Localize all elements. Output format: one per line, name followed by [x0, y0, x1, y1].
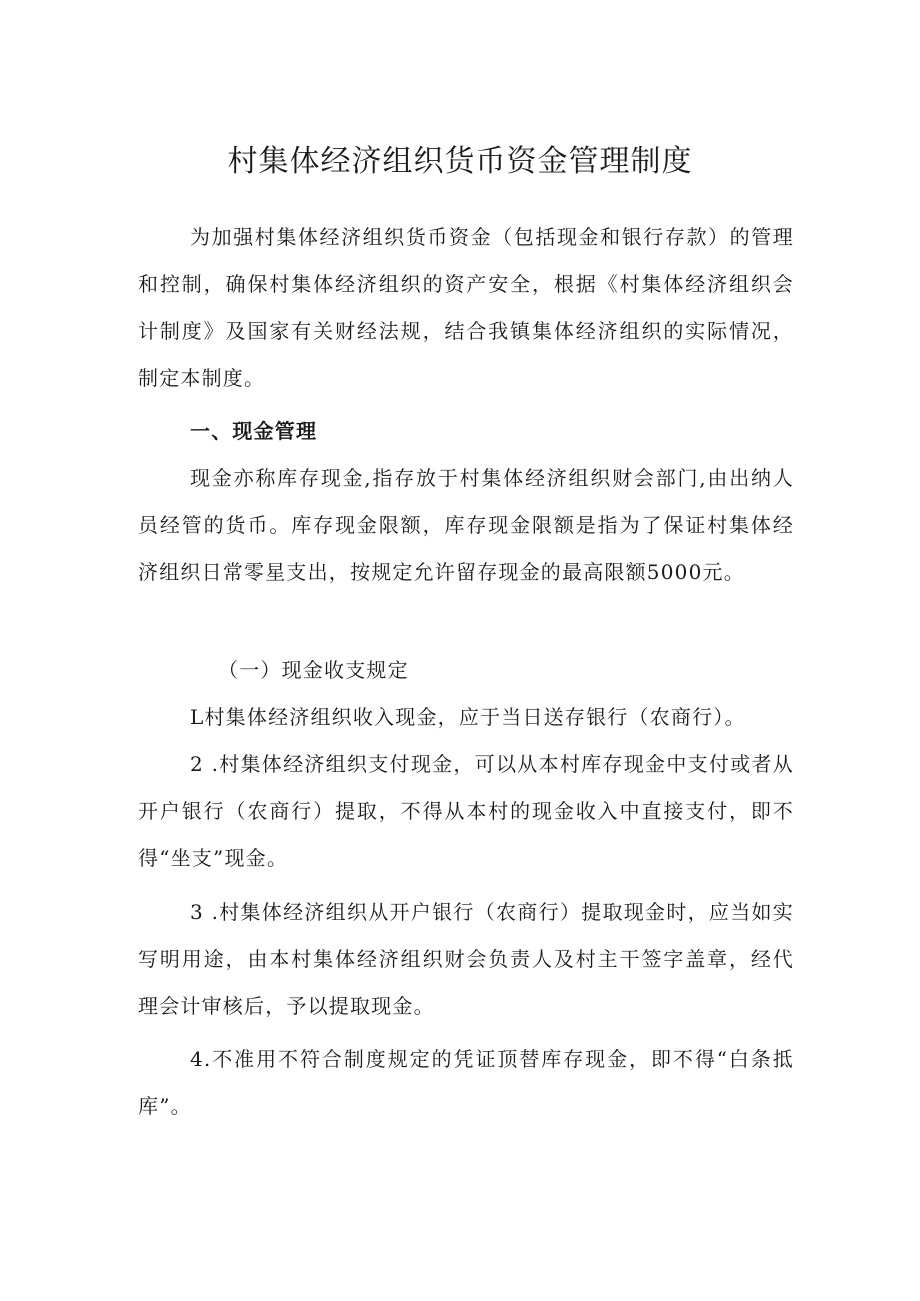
rule-item-2: 2 .村集体经济组织支付现金，可以从本村库存现金中支付或者从开户银行（农商行）提取，不得从本村的现金收入中直接支付，即不得“坐支”现金。	[138, 752, 794, 870]
rule-item-1: L村集体经济组织收入现金，应于当日送存银行（农商行）。	[190, 705, 746, 729]
cash-definition-paragraph: 现金亦称库存现金,指存放于村集体经济组织财会部门,由出纳人员经管的货币。库存现金限额，库存现金限额是指为了保证村集体经济组织日常零星支出，按规定允许留存现金的最高限额5000元。	[138, 466, 794, 584]
rule-item-4: 4.不准用不符合制度规定的凭证顶替库存现金，即不得“白条抵库”。	[138, 1047, 794, 1118]
document-title: 村集体经济组织货币资金管理制度	[227, 144, 693, 179]
subsection-heading-cash-rules: （一）现金收支规定	[218, 658, 409, 682]
rule-item-3: 3 .村集体经济组织从开户银行（农商行）提取现金时，应当如实写明用途，由本村集体经济组织财会负责人及村主干签字盖章，经代理会计审核后，予以提取现金。	[138, 900, 794, 1018]
section-heading-cash-management: 一、现金管理	[190, 419, 318, 443]
intro-paragraph: 为加强村集体经济组织货币资金（包括现金和银行存款）的管理和控制，确保村集体经济组织的资产安全，根据《村集体经济组织会计制度》及国家有关财经法规，结合我镇集体经济组织的实际情况，制定本制度。	[138, 225, 794, 390]
